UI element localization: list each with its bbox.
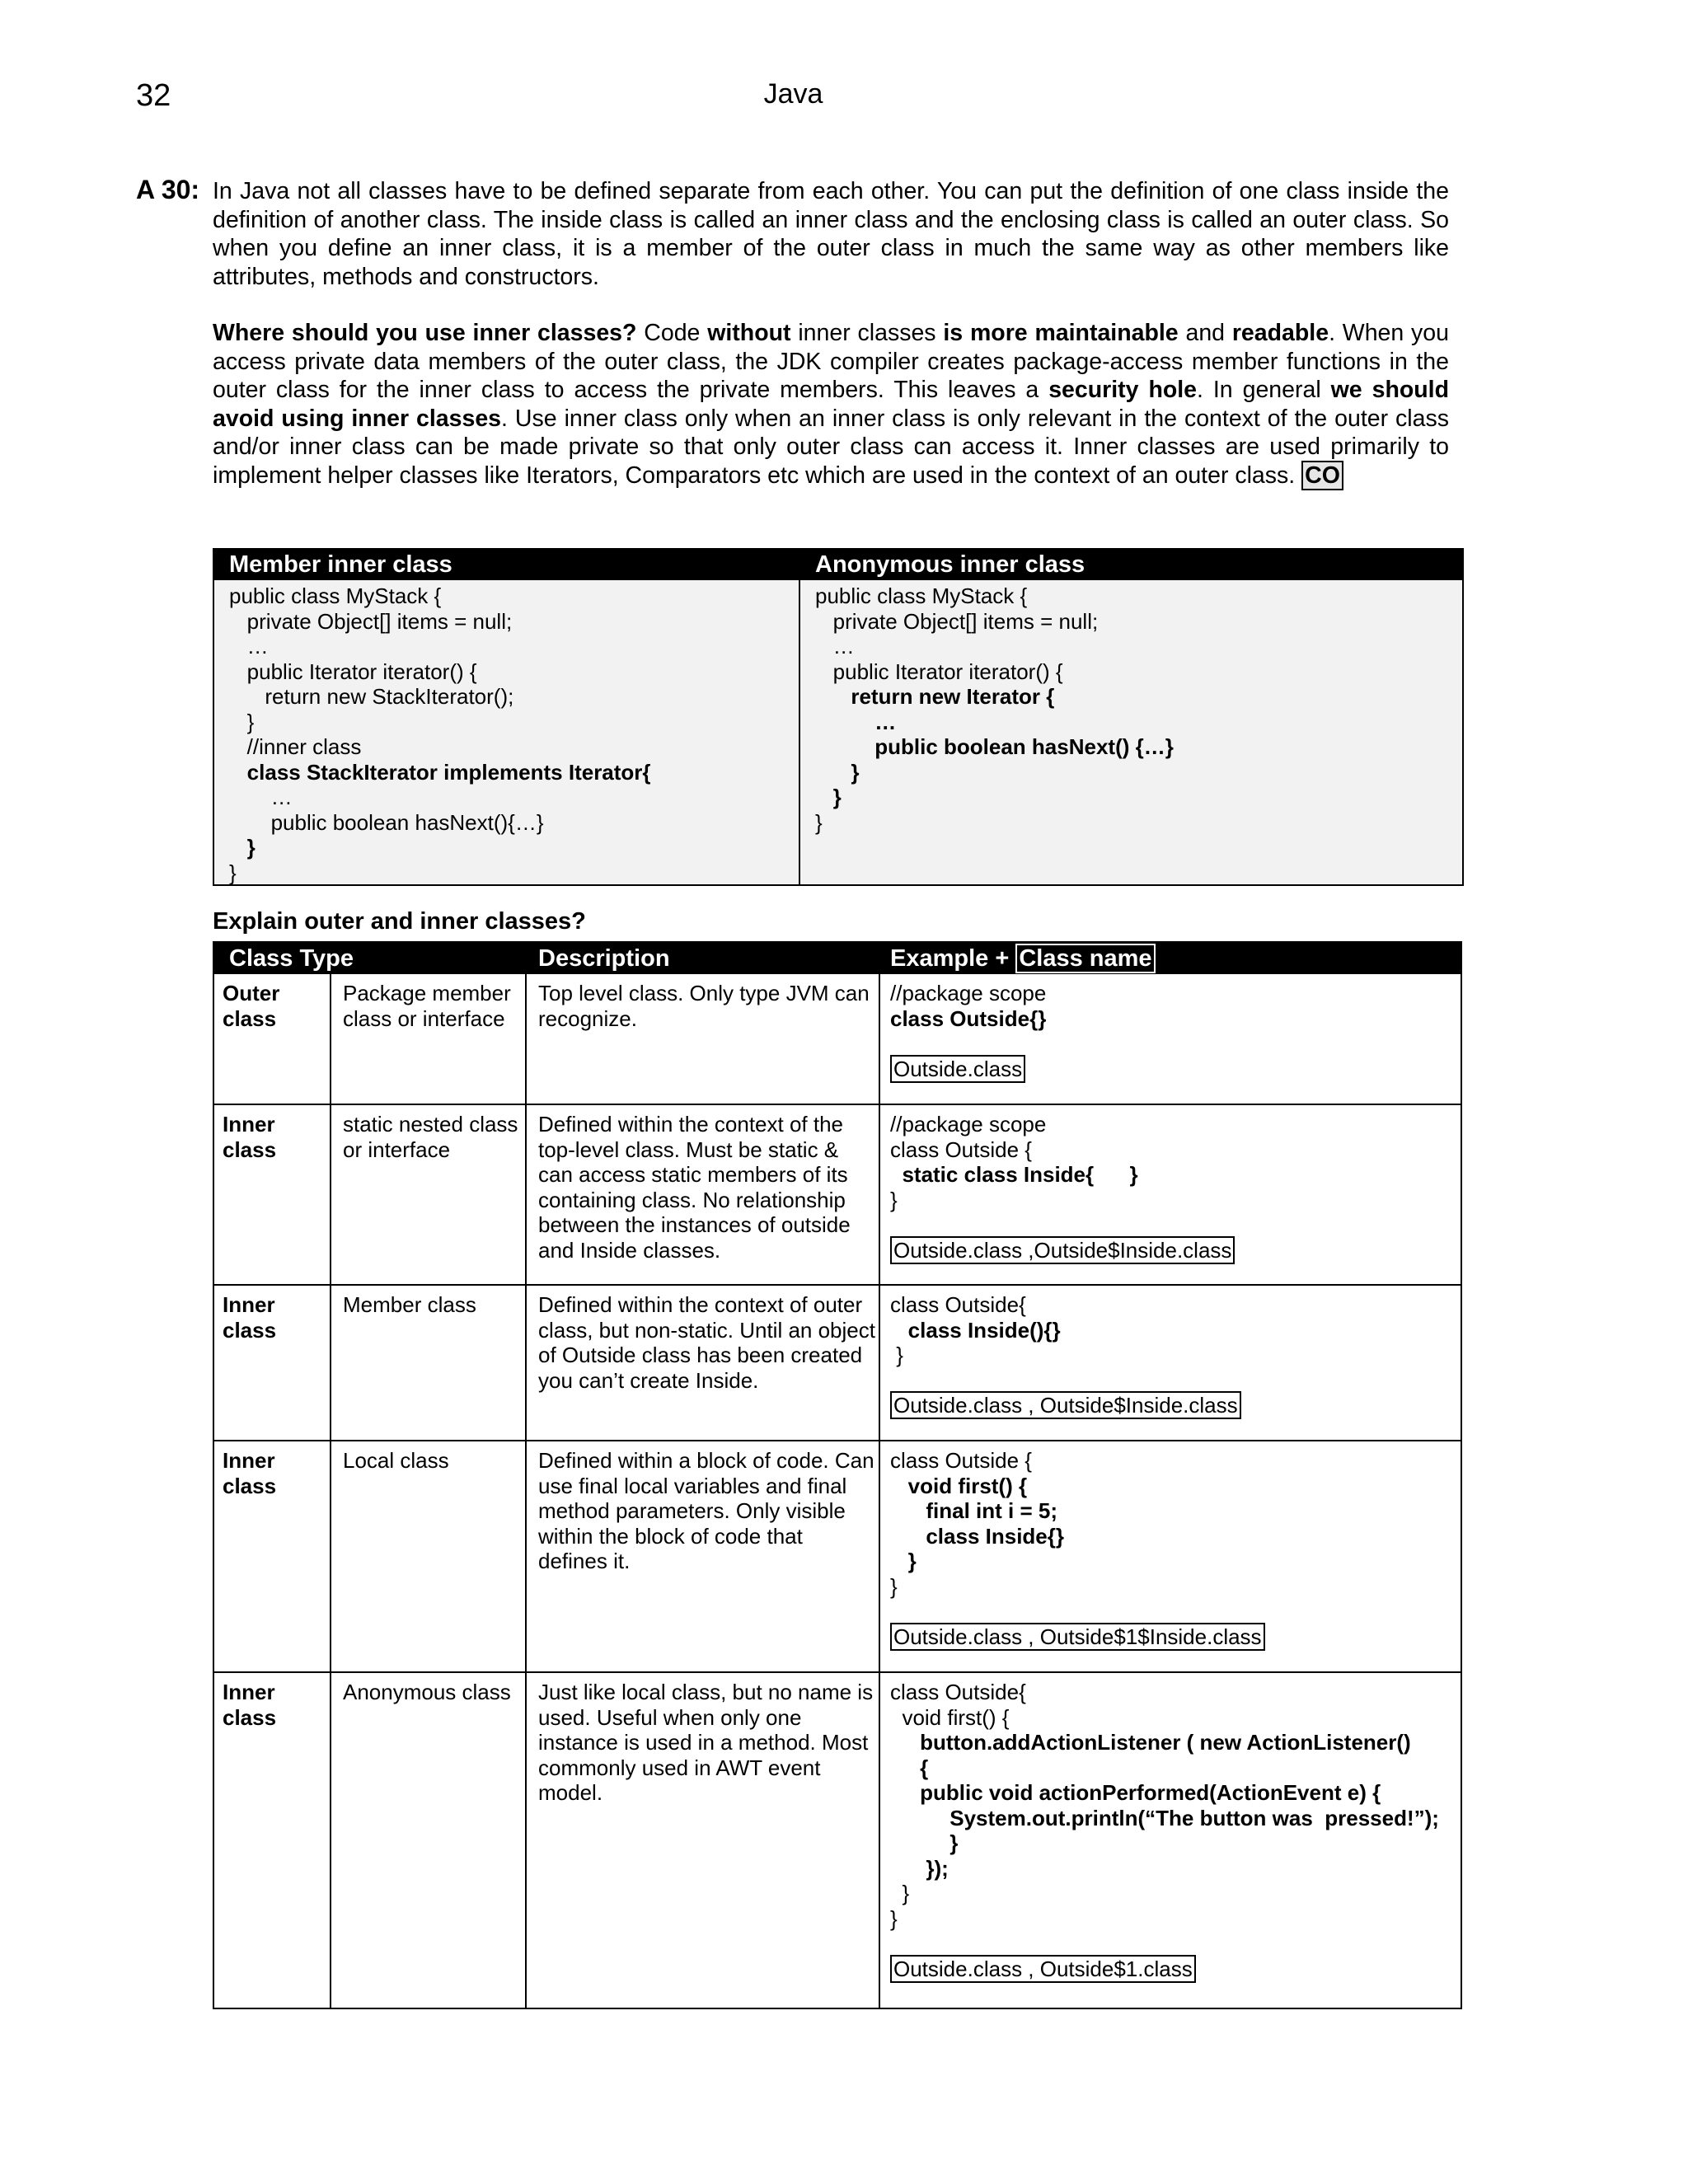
code-line — [890, 1599, 1265, 1624]
class-description: Just like local class, but no name is used. Useful when only one instance is used in a method. Most commonly used in AWT event model. — [538, 1680, 874, 1805]
class-subtype: static nested class or interface — [343, 1112, 518, 1162]
code-line: } — [815, 759, 860, 785]
code-line: } — [229, 709, 255, 734]
intro-paragraph: In Java not all classes have to be defined separate from each other. You can put the definition of one class inside the definition of another class. The inside class is called an inner class and the enclosing class is called an outer class. So when you define an inner class, it is a member of the outer class in much the same way as other members like attributes, methods and constructors. — [213, 178, 1449, 290]
code-line: } — [815, 785, 842, 809]
code-line: return new Iterator { — [815, 684, 1055, 709]
code-line: … — [229, 785, 293, 809]
code-line: } — [890, 1549, 917, 1573]
code-line: } — [890, 1905, 898, 1931]
header-class-name: Class name — [1015, 944, 1155, 973]
header-example: Example + Class name — [890, 943, 1156, 974]
code-line: … — [815, 709, 897, 734]
class-subtype: Package member class or interface — [343, 981, 511, 1031]
code-line: //package scope — [890, 981, 1047, 1005]
code-line: } — [890, 1830, 959, 1855]
code-line: } — [890, 1343, 903, 1367]
table-row — [214, 974, 1461, 1104]
code-line: void first() { — [890, 1473, 1028, 1498]
class-subtype: Local class — [343, 1448, 449, 1473]
class-table-header — [214, 943, 1461, 974]
code-line — [890, 1931, 1439, 1957]
anonymous-inner-class-column — [800, 550, 1462, 884]
member-inner-class-header: Member inner class — [214, 550, 799, 580]
code-line: button.addActionListener ( new ActionListener() — [890, 1730, 1411, 1755]
class-example — [890, 981, 1046, 1081]
inner-class-code-table — [213, 548, 1464, 886]
class-example — [890, 1448, 1265, 1649]
class-description: Defined within the context of outer class, but non-static. Until an object of Outside class has been created you can’t create Inside. — [538, 1292, 875, 1393]
code-line: class Outside { — [890, 1448, 1032, 1473]
class-kind: Inner class — [223, 1448, 277, 1498]
code-line: public boolean hasNext(){…} — [229, 809, 544, 835]
code-line: public Iterator iterator() { — [229, 658, 477, 684]
class-subtype: Member class — [343, 1292, 476, 1317]
code-line: private Object[] items = null; — [229, 608, 513, 634]
code-line: }); — [890, 1855, 949, 1881]
question-label: A 30: — [136, 175, 200, 204]
code-line: { — [890, 1755, 929, 1780]
code-line: } — [890, 1187, 898, 1212]
code-line: class Inside{} — [890, 1523, 1064, 1549]
code-line — [890, 1368, 1241, 1394]
class-example — [890, 1292, 1241, 1418]
compiled-class-name: Outside.class ,Outside$Inside.class — [890, 1236, 1235, 1264]
code-line: public class MyStack { — [229, 583, 442, 608]
code-line — [890, 1031, 1046, 1057]
class-example — [890, 1680, 1439, 1981]
class-subtype: Anonymous class — [343, 1680, 511, 1704]
header-description: Description — [538, 945, 670, 972]
code-line: System.out.println(“The button was pressed!”); — [890, 1805, 1439, 1830]
code-line: } — [229, 835, 256, 860]
code-line: private Object[] items = null; — [815, 608, 1099, 634]
running-title: Java — [763, 78, 823, 110]
member-inner-class-column — [214, 550, 800, 884]
code-line: class Outside{} — [890, 1005, 1047, 1031]
code-line: class Outside{ — [890, 1292, 1026, 1317]
code-line: class StackIterator implements Iterator{ — [229, 759, 651, 785]
table-row — [214, 1440, 1461, 1671]
code-line: … — [229, 634, 269, 658]
co-tag: CO — [1301, 461, 1343, 490]
compiled-class-name: Outside.class , Outside$1.class — [890, 1955, 1196, 1983]
class-example — [890, 1112, 1235, 1263]
code-line: void first() { — [890, 1704, 1010, 1730]
code-line — [890, 1212, 1235, 1238]
code-line: } — [890, 1573, 898, 1599]
code-line: class Outside { — [890, 1137, 1032, 1162]
usage-paragraph: Where should you use inner classes? Code without inner classes is more maintainable and readable. When you access private data members of the outer class, the JDK compiler creates package-access member functions in the outer class for the inner class to access the private members. This leaves a security hole. In general we should avoid using inner classes. Use inner class only when an inner class is only relevant in the context of the outer class and/or inner class can be made private so that only outer class can access it. Inner classes are used primarily to implement helper classes like Iterators, Comparators etc which are used in the context of an outer class. CO — [213, 320, 1450, 489]
class-description: Defined within a block of code. Can use final local variables and final method parameters. Only visible within the block of code that defines it. — [538, 1448, 874, 1573]
header-class-type: Class Type — [229, 945, 354, 972]
class-kind: Inner class — [223, 1292, 277, 1343]
compiled-class-name: Outside.class — [890, 1055, 1025, 1083]
code-line: return new StackIterator(); — [229, 684, 514, 709]
class-kind: Inner class — [223, 1112, 277, 1162]
code-line: … — [815, 634, 855, 658]
table-row — [214, 1671, 1461, 2009]
code-line: class Inside(){} — [890, 1317, 1061, 1343]
code-line: //package scope — [890, 1112, 1047, 1137]
code-line: public Iterator iterator() { — [815, 658, 1063, 684]
class-table-title: Explain outer and inner classes? — [213, 908, 586, 935]
code-line: public void actionPerformed(ActionEvent e) { — [890, 1780, 1381, 1805]
compiled-class-name: Outside.class , Outside$1$Inside.class — [890, 1623, 1265, 1651]
code-line: } — [815, 809, 823, 835]
member-inner-class-code — [214, 580, 799, 885]
class-kind: Outer class — [223, 981, 280, 1031]
page-number: 32 — [136, 78, 171, 113]
class-description: Defined within the context of the top-level class. Must be static & can access static members of its containing class. No relationship between the instances of outside and Inside classes. — [538, 1112, 851, 1263]
code-line: final int i = 5; — [890, 1498, 1057, 1523]
code-line: } — [890, 1881, 910, 1905]
class-types-table — [213, 941, 1462, 2009]
class-description: Top level class. Only type JVM can recognize. — [538, 981, 870, 1031]
code-line: public class MyStack { — [815, 583, 1028, 608]
compiled-class-name: Outside.class , Outside$Inside.class — [890, 1391, 1241, 1419]
class-kind: Inner class — [223, 1680, 277, 1730]
code-line: static class Inside{ } — [890, 1162, 1138, 1187]
anonymous-inner-class-code — [800, 580, 1462, 835]
anonymous-inner-class-header: Anonymous inner class — [800, 550, 1462, 580]
code-line: //inner class — [229, 734, 362, 759]
code-line: class Outside{ — [890, 1680, 1026, 1704]
table-row — [214, 1284, 1461, 1440]
code-line: public boolean hasNext() {…} — [815, 734, 1174, 759]
table-row — [214, 1104, 1461, 1284]
code-line: } — [229, 860, 237, 885]
